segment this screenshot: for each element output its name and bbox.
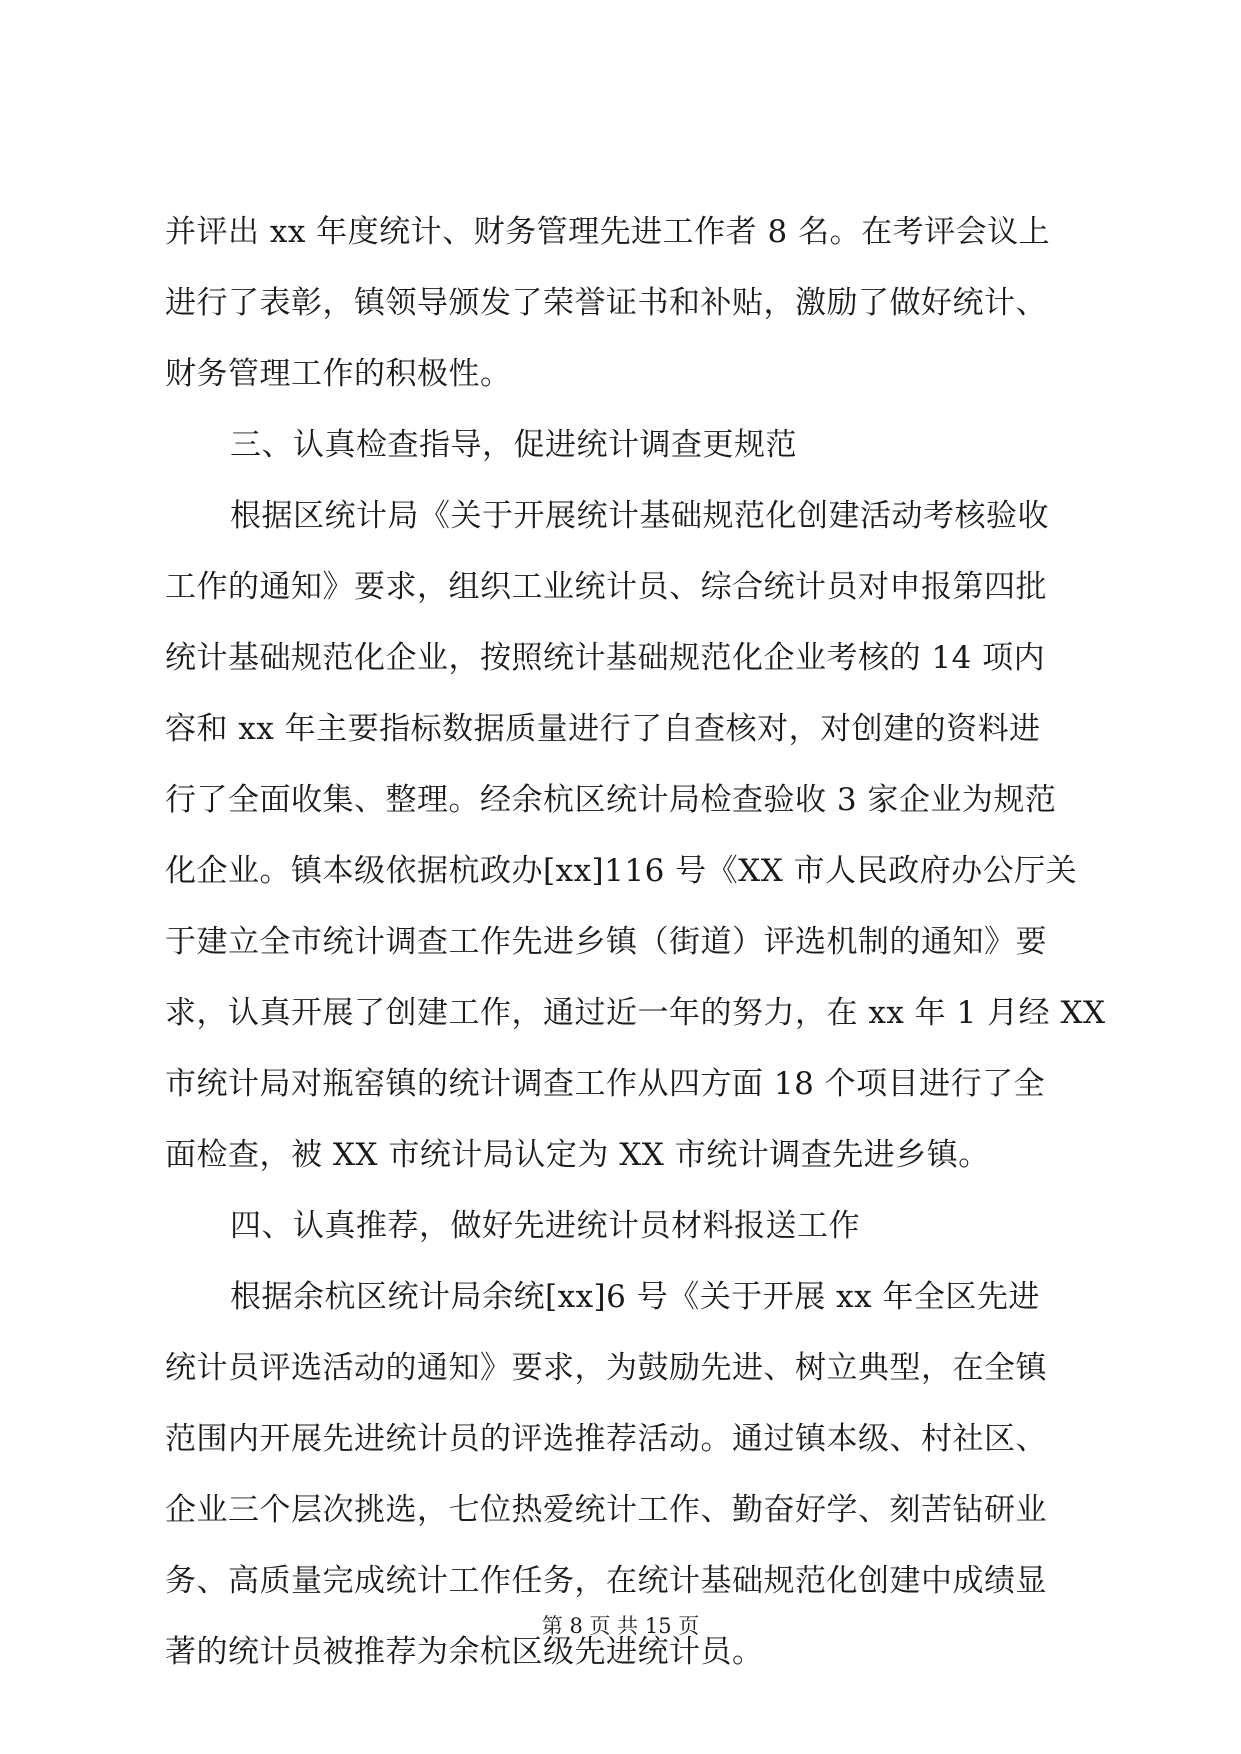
text-line: 著的统计员被推荐为余杭区级先进统计员。: [165, 1634, 764, 1670]
text-line: 求，认真开展了创建工作，通过近一年的努力，在 xx 年 1 月经 XX: [165, 995, 1106, 1031]
text-line: 务、高质量完成统计工作任务，在统计基础规范化创建中成绩显: [165, 1563, 1047, 1599]
text-line: 范围内开展先进统计员的评选推荐活动。通过镇本级、村社区、: [165, 1421, 1047, 1457]
text-line: 根据区统计局《关于开展统计基础规范化创建活动考核验收: [230, 498, 1049, 534]
text-line: 化企业。镇本级依据杭政办[xx]116 号《XX 市人民政府办公厅关: [165, 853, 1078, 889]
text-line: 面检查，被 XX 市统计局认定为 XX 市统计调查先进乡镇。: [165, 1137, 990, 1173]
text-line: 于建立全市统计调查工作先进乡镇（街道）评选机制的通知》要: [165, 924, 1047, 960]
text-line: 工作的通知》要求，组织工业统计员、综合统计员对申报第四批: [165, 569, 1047, 605]
text-line: 财务管理工作的积极性。: [165, 356, 512, 392]
text-line: 行了全面收集、整理。经余杭区统计局检查验收 3 家企业为规范: [165, 782, 1057, 818]
text-line: 统计基础规范化企业，按照统计基础规范化企业考核的 14 项内: [165, 640, 1046, 676]
text-line: 企业三个层次挑选，七位热爱统计工作、勤奋好学、刻苦钻研业: [165, 1492, 1047, 1528]
text-line: 市统计局对瓶窑镇的统计调查工作从四方面 18 个项目进行了全: [165, 1066, 1046, 1102]
text-line: 根据余杭区统计局余统[xx]6 号《关于开展 xx 年全区先进: [230, 1279, 1040, 1315]
page-number-footer: 第 8 页 共 15 页: [541, 1614, 700, 1638]
text-line: 并评出 xx 年度统计、财务管理先进工作者 8 名。在考评会议上: [165, 214, 1051, 250]
text-line: 容和 xx 年主要指标数据质量进行了自查核对，对创建的资料进: [165, 711, 1041, 747]
text-line: 进行了表彰，镇领导颁发了荣誉证书和补贴，激励了做好统计、: [165, 285, 1047, 321]
section-heading: 三、认真检查指导，促进统计调查更规范: [230, 427, 797, 463]
section-heading: 四、认真推荐，做好先进统计员材料报送工作: [230, 1208, 860, 1244]
text-line: 统计员评选活动的通知》要求，为鼓励先进、树立典型，在全镇: [165, 1350, 1047, 1386]
